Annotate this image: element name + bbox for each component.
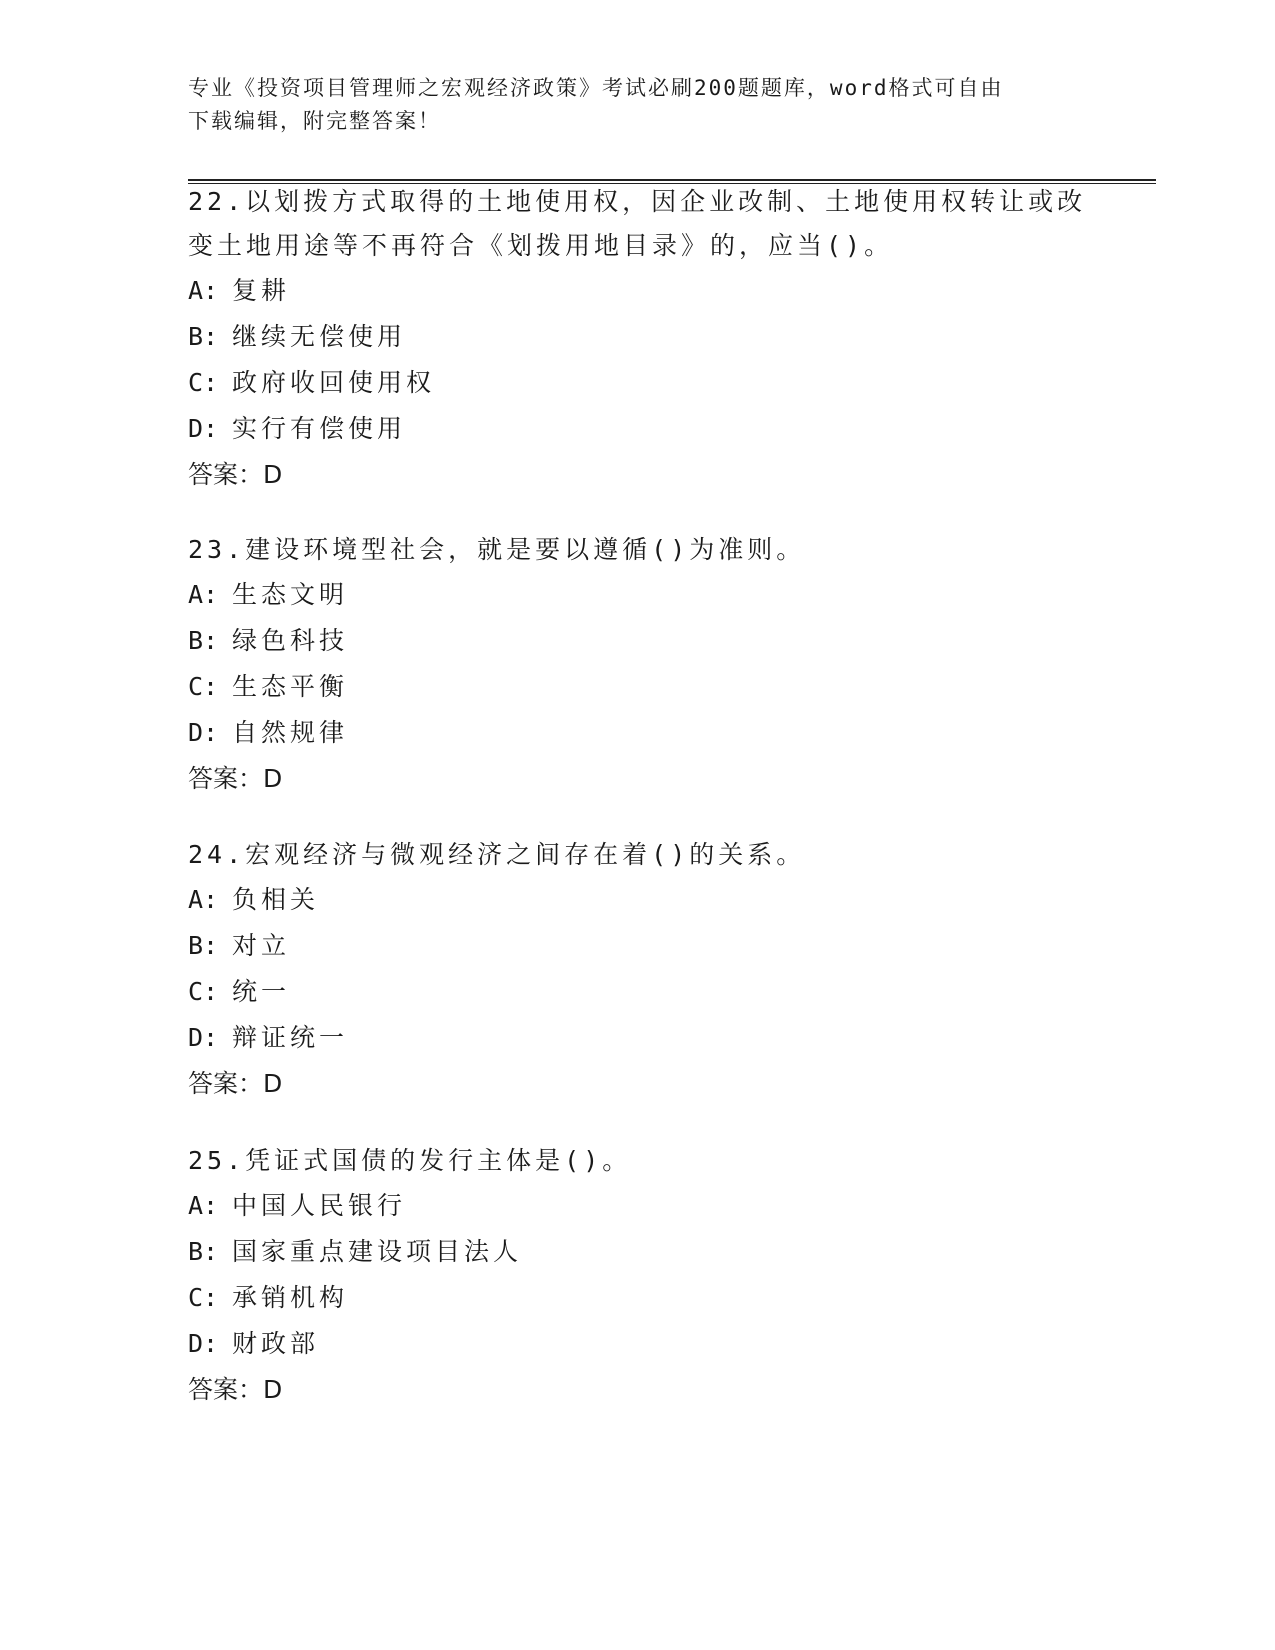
question-stem-line: 24.宏观经济与微观经济之间存在着()的关系。 (188, 840, 806, 869)
question-22 (188, 180, 1088, 498)
question-stem-line: 25.凭证式国债的发行主体是()。 (188, 1146, 632, 1175)
option-label: A: (188, 1191, 219, 1220)
option-label: C: (188, 1283, 219, 1312)
question-stem-line: 22.以划拨方式取得的土地使用权，因企业改制、土地使用权转让或改 (188, 187, 1087, 216)
option-b (188, 1229, 1088, 1275)
option-label: B: (188, 1237, 219, 1266)
option-text: 实行有偿使用 (232, 414, 407, 443)
option-text: 生态文明 (232, 580, 349, 609)
option-text: 生态平衡 (232, 672, 349, 701)
option-text: 辩证统一 (232, 1023, 349, 1052)
option-text: 负相关 (232, 885, 320, 914)
question-25 (188, 1139, 1088, 1413)
option-d (188, 1321, 1088, 1367)
option-text: 继续无偿使用 (232, 322, 407, 351)
option-text: 统一 (232, 977, 291, 1006)
option-label: C: (188, 977, 219, 1006)
option-d (188, 1015, 1088, 1061)
option-label: C: (188, 672, 219, 701)
option-text: 复耕 (232, 276, 291, 305)
header-line-2: 下载编辑，附完整答案！ (188, 109, 441, 133)
option-c (188, 969, 1088, 1015)
option-text: 绿色科技 (232, 626, 349, 655)
option-label: B: (188, 322, 219, 351)
option-text: 中国人民银行 (232, 1191, 407, 1220)
option-b (188, 618, 1088, 664)
option-label: B: (188, 931, 219, 960)
option-a (188, 1183, 1088, 1229)
header-line-1: 专业《投资项目管理师之宏观经济政策》考试必刷200题题库，word格式可自由 (188, 76, 1004, 100)
option-label: A: (188, 580, 219, 609)
option-text: 国家重点建设项目法人 (232, 1237, 523, 1266)
option-label: A: (188, 276, 219, 305)
option-b (188, 923, 1088, 969)
option-text: 政府收回使用权 (232, 368, 436, 397)
option-d (188, 406, 1088, 452)
question-stem-line: 变土地用途等不再符合《划拨用地目录》的，应当()。 (188, 231, 894, 260)
option-c (188, 664, 1088, 710)
option-a (188, 877, 1088, 923)
option-label: C: (188, 368, 219, 397)
question-stem-line: 23.建设环境型社会，就是要以遵循()为准则。 (188, 535, 806, 564)
option-text: 财政部 (232, 1329, 320, 1358)
answer-line: 答案：D (188, 764, 283, 793)
option-label: D: (188, 1329, 219, 1358)
option-text: 对立 (232, 931, 291, 960)
option-d (188, 710, 1088, 756)
answer-line: 答案：D (188, 1375, 283, 1404)
answer-line: 答案：D (188, 1069, 283, 1098)
question-23 (188, 528, 1088, 802)
option-a (188, 572, 1088, 618)
option-text: 自然规律 (232, 718, 349, 747)
option-label: A: (188, 885, 219, 914)
document-header (188, 72, 1068, 138)
option-c (188, 1275, 1088, 1321)
option-label: D: (188, 414, 219, 443)
option-text: 承销机构 (232, 1283, 349, 1312)
answer-line: 答案：D (188, 460, 283, 489)
option-a (188, 268, 1088, 314)
option-label: D: (188, 1023, 219, 1052)
option-label: D: (188, 718, 219, 747)
option-b (188, 314, 1088, 360)
option-label: B: (188, 626, 219, 655)
question-24 (188, 833, 1088, 1107)
option-c (188, 360, 1088, 406)
